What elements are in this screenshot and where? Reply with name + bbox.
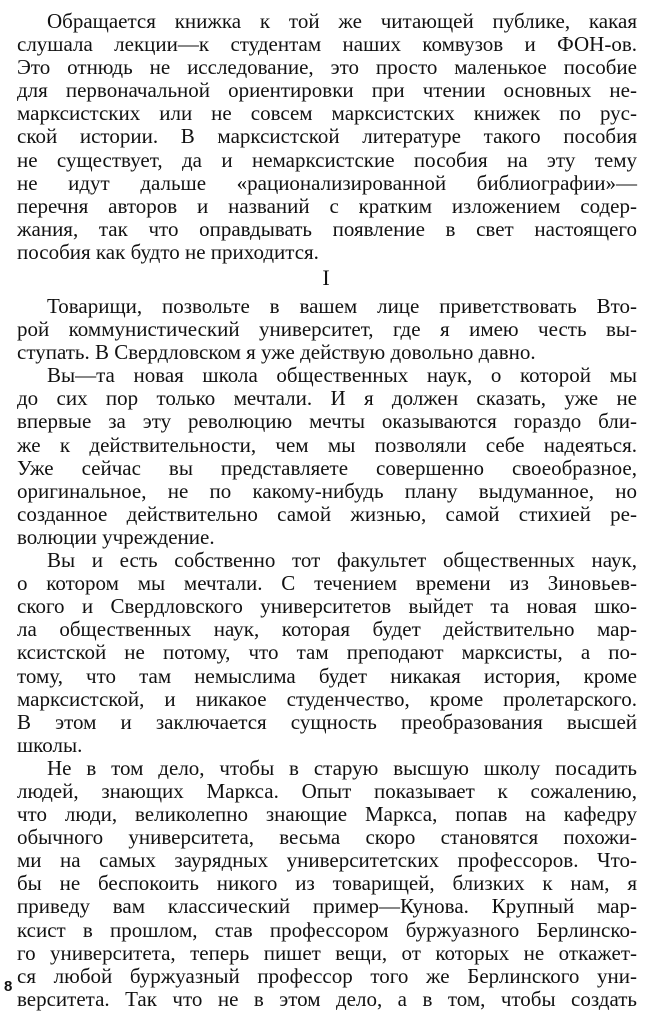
intro-line: не идут дальше «рационализированной библиографии»— [17,170,637,195]
body-line: тому, что там немыслима будет никакая история, кроме [17,663,637,688]
intro-line: Это отнюдь не исследование, это просто маленькое пособие [17,55,637,80]
body-line: ксистской не потому, что там преподают марксисты, а по- [17,640,637,665]
intro-line: жания, так что оправдывать появление в свет настоящего [17,216,637,241]
body-line: обычного университета, весьма скоро становятся похожи- [17,825,637,850]
body-line: ского и Свердловского университетов выйдет та новая шко- [17,594,637,619]
body-line: В этом и заключается сущность преобразования высшей [17,709,637,734]
body-line: ся любой буржуазный профессор того же Берлинского уни- [17,963,637,988]
body-line: что люди, великолепно знающие Маркса, попав на кафедру [17,802,637,827]
body-line: же к действительности, чем мы позволяли себе надеяться. [17,432,637,457]
body-line: о котором мы мечтали. С течением времени из Зиновьев- [17,571,637,596]
intro-line: для первоначальной ориентировки при чтении основных не- [17,78,637,103]
body-line: марксистской, и никакое студенчество, кроме пролетарского. [17,686,637,711]
body-line: Вы—та новая школа общественных наук, о которой мы [47,363,637,388]
body-line: Не в том дело, чтобы в старую высшую школу посадить [47,755,637,780]
body-line: рой коммунистический университет, где я имею честь вы- [17,317,637,342]
section-heading: I [322,265,330,290]
body-line: людей, знающих Маркса. Опыт показывает к сожалению, [17,778,637,803]
body-line: волюции учреждение. [17,524,215,549]
body-line: ступать. В Свердловском я уже действую довольно давно. [17,340,536,365]
intro-line: ской истории. В марксистской литературе такого пособия [17,124,637,149]
body-line: Уже сейчас вы представляете совершенно своеобразное, [17,455,637,480]
body-line: ксист в прошлом, став профессором буржуазного Берлинско- [17,917,637,942]
body-line: оригинальное, не по какому-нибудь плану выдуманное, но [17,478,637,503]
body-line: созданное действительно самой жизнью, самой стихией ре- [17,501,637,526]
body-line: ла общественных наук, которая будет действительно мар- [17,617,637,642]
intro-line: перечня авторов и названий с кратким изложением содер- [17,193,637,218]
body-line: го университета, теперь пишет вещи, от которых не откажет- [17,940,637,965]
body-line: школы. [17,732,83,757]
intro-line: слушала лекции—к студентам наших комвузов и ФОН-ов. [17,32,637,57]
intro-line: марксистских или не совсем марксистских книжек по рус- [17,101,637,126]
body-line: Вы и есть собственно тот факультет общественных наук, [47,548,637,573]
page-number: 8 [4,978,13,995]
body-line: Товарищи, позвольте в вашем лице приветствовать Вто- [47,294,637,318]
intro-line: Обращается книжка к той же читающей публике, какая [47,9,637,33]
body-line: приведу вам классический пример—Кунова. Крупный мар- [17,894,637,919]
body-text [17,295,637,1011]
intro-line: не существует, да и немарксистские пособия на эту тему [17,147,637,172]
intro-line: пособия как будто не приходится. [17,239,319,264]
body-line: верситета. Так что не в этом дело, а в том, чтобы создать [17,986,637,1011]
body-line: ми на самых заурядных университетских профессоров. Что- [17,848,637,873]
intro-paragraph [17,10,637,264]
body-line: впервые за эту революцию мечты оказываются гораздо бли- [17,409,637,434]
body-line: до сих пор только мечтали. И я должен сказать, уже не [17,386,637,411]
body-line: бы не беспокоить никого из товарищей, близких к нам, я [17,871,637,896]
